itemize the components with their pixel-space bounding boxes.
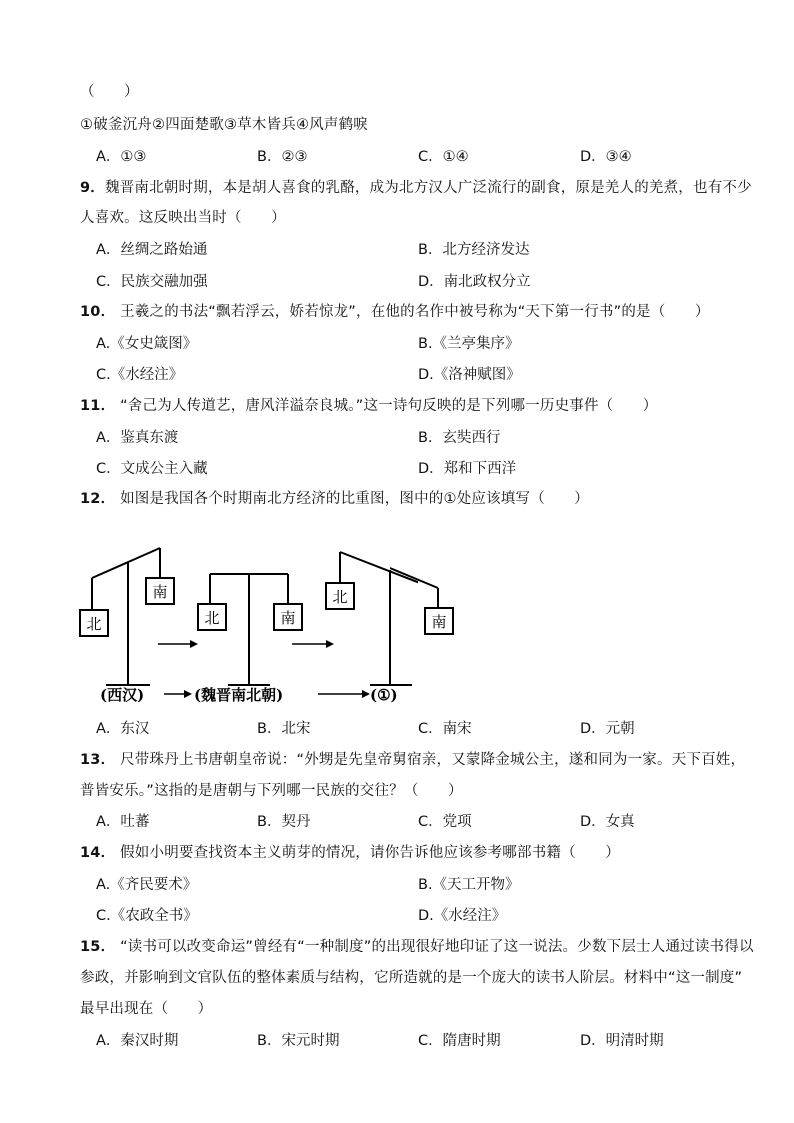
q8-stem-tail: （ ）: [80, 84, 139, 100]
q15-stem-line3: 最早出现在（ ）: [80, 1001, 213, 1017]
q12-stem-text: 如图是我国各个时期南北方经济的比重图，图中的①处应该填写（ ）: [120, 491, 589, 507]
q15-option-c: C．隋唐时期: [418, 1033, 501, 1049]
stage3-north-label: 北: [332, 588, 348, 606]
q9-stem: [80, 176, 752, 197]
q13-option-d: D．女真: [580, 814, 635, 830]
q12-option-a: A．东汉: [96, 721, 150, 737]
q14-option-a: A.《齐民要术》: [96, 877, 198, 893]
q13-number: 13．: [80, 752, 116, 768]
q12-option-c: C．南宋: [418, 721, 472, 737]
q11-option-d: D．郑和下西洋: [418, 461, 517, 477]
q11-number: 11．: [80, 398, 116, 414]
q9-stem-line1: 魏晋南北朝时期，本是胡人喜食的乳酪，成为北方汉人广泛流行的副食，原是羌人的羌煮，也有不少: [105, 180, 752, 196]
stage3-south-label: 南: [431, 613, 447, 631]
q8-option-c: C．①④: [418, 149, 469, 165]
q8-option-d: D．③④: [580, 149, 632, 165]
stage2-south-label: 南: [280, 609, 296, 627]
q15-number: 15．: [80, 939, 116, 955]
q12-stage3-beam-right: [390, 550, 450, 620]
stage2-north-label: 北: [204, 609, 220, 627]
q10-option-a: A.《女史箴图》: [96, 336, 198, 352]
q15-stem-line1: “读书可以改变命运”曾经有“一种制度”的出现很好地印证了这一说法。少数下层士人通过读书得以: [120, 939, 754, 955]
q15-option-d: D．明清时期: [580, 1033, 664, 1049]
q14-option-d: D.《水经注》: [418, 908, 507, 924]
q10-option-c: C.《水经注》: [96, 367, 184, 383]
q13-stem: [80, 748, 745, 769]
stage1-beam: [92, 548, 160, 578]
q9-stem-line2: 人喜欢。这反映出当时（ ）: [80, 210, 286, 226]
q12-number: 12．: [80, 491, 116, 507]
stage2-era-label: (魏晋南北朝): [194, 686, 284, 704]
q9-number: 9．: [80, 180, 105, 196]
q12-option-d: D．元朝: [580, 721, 635, 737]
q10-stem-text: 王羲之的书法“飘若浮云，娇若惊龙”，在他的名作中被号称为“天下第一行书”的是（ ）: [120, 304, 710, 320]
q13-stem-line1: 尺带珠丹上书唐朝皇帝说：“外甥是先皇帝舅宿亲，又蒙降金城公主，遂和同为一家。天下百姓，: [120, 752, 746, 768]
stage3-era-label: (①): [370, 686, 398, 704]
q10-stem: [80, 300, 710, 321]
q13-option-a: A．吐蕃: [96, 814, 150, 830]
q11-stem: [80, 394, 657, 415]
q9-option-b: B．北方经济发达: [418, 242, 530, 258]
q10-number: 10．: [80, 304, 116, 320]
q8-items: ①破釜沉舟②四面楚歌③草木皆兵④风声鹤唳: [80, 117, 368, 133]
q10-option-d: D.《洛神赋图》: [418, 367, 521, 383]
q14-option-c: C.《农政全书》: [96, 908, 198, 924]
q15-stem-line2: 参政，并影响到文官队伍的整体素质与结构，它所造就的是一个庞大的读书人阶层。材料中“这一制度”: [80, 970, 743, 986]
q14-option-b: B.《天工开物》: [418, 877, 520, 893]
q13-option-b: B．契丹: [257, 814, 311, 830]
q9-option-d: D．南北政权分立: [418, 274, 531, 290]
stage1-era-label: (西汉): [100, 686, 145, 704]
q13-option-c: C．党项: [418, 814, 472, 830]
q14-stem: [80, 841, 620, 862]
q14-stem-text: 假如小明要查找资本主义萌芽的情况，请你告诉他应该参考哪部书籍（ ）: [120, 845, 620, 861]
q9-option-c: C．民族交融加强: [96, 274, 208, 290]
q15-option-a: A．秦汉时期: [96, 1033, 179, 1049]
stage1-north-label: 北: [86, 615, 102, 633]
q14-number: 14．: [80, 845, 116, 861]
q15-stem: [80, 935, 754, 956]
q11-option-c: C．文成公主入藏: [96, 461, 208, 477]
q11-option-b: B．玄奘西行: [418, 430, 501, 446]
q11-stem-text: “舍己为人传道艺，唐风洋溢奈良城。”这一诗句反映的是下列哪一历史事件（ ）: [120, 398, 658, 414]
q12-option-b: B．北宋: [257, 721, 311, 737]
q12-stem: [80, 487, 589, 508]
q15-option-b: B．宋元时期: [257, 1033, 340, 1049]
q10-option-b: B.《兰亭集序》: [418, 336, 520, 352]
q8-option-b: B．②③: [257, 149, 308, 165]
q9-option-a: A．丝绸之路始通: [96, 242, 208, 258]
q11-option-a: A．鉴真东渡: [96, 430, 179, 446]
q12-balance-figure: [78, 540, 418, 710]
stage1-south-label: 南: [152, 583, 168, 601]
q8-option-a: A．①③: [96, 149, 147, 165]
q13-stem-line2: 普皆安乐。”这指的是唐朝与下列哪一民族的交往？（ ）: [80, 783, 463, 799]
